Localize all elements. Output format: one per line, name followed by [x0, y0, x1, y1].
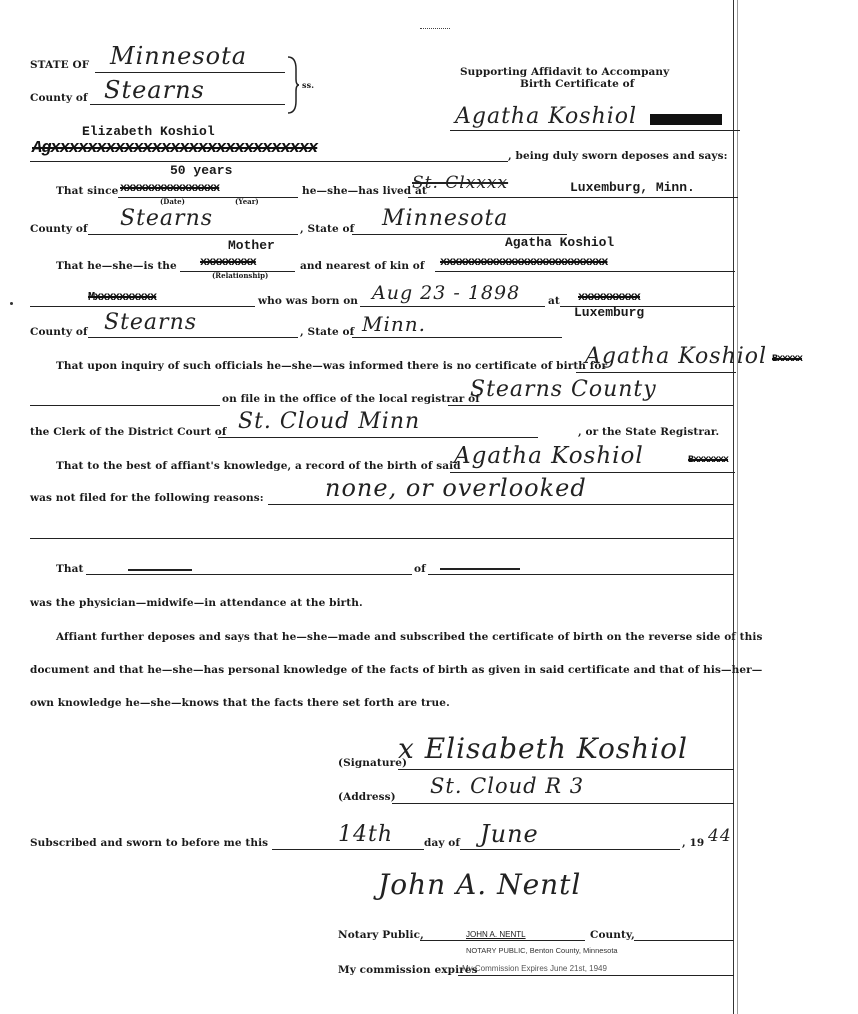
physician-statement: was the physician—midwife—in attendance at the birth. — [30, 597, 363, 609]
signature-value: x Elisabeth Koshiol — [398, 732, 688, 765]
day-of-label: day of — [424, 837, 461, 849]
lived-at-line — [408, 197, 738, 198]
date-label: (Date) — [160, 197, 185, 206]
notary-county-label: County, — [590, 929, 635, 941]
knowledge-line-2: was not filed for the following reasons: — [30, 492, 264, 504]
registrar-blank-line — [30, 405, 220, 406]
address-line — [392, 803, 734, 804]
notary-county-line — [634, 940, 734, 941]
notary-line — [420, 940, 585, 941]
rel-county-value: Stearns — [104, 310, 198, 335]
record-line — [450, 472, 735, 473]
sworn-day-line — [272, 849, 424, 850]
relationship-typed: Mother — [228, 238, 275, 253]
subject-name: Agatha Koshiol — [455, 104, 638, 129]
sworn-month-line — [460, 849, 680, 850]
reason-line — [268, 504, 734, 505]
knowledge-line-1: That to the best of affiant's knowledge, a record of the birth of said — [56, 460, 461, 472]
scan-speck — [420, 28, 450, 30]
title-line-1: Supporting Affidavit to Accompany — [460, 66, 670, 78]
clerk-value: St. Cloud Minn — [238, 409, 421, 434]
residence-place: Luxemburg, Minn. — [570, 180, 695, 195]
registrar-value: Stearns County — [470, 377, 657, 402]
notary-signature: John A. Nentl — [378, 868, 582, 901]
at-label: at — [548, 295, 560, 307]
affiant-line — [30, 161, 508, 162]
state-value: Minnesota — [110, 42, 248, 70]
further-line-3: own knowledge he—she—knows that the facts there set forth are true. — [30, 697, 450, 709]
registrar-line — [448, 405, 733, 406]
year-prefix: , 19 — [682, 837, 705, 849]
rel-state-line — [352, 337, 562, 338]
physician-that-label: That — [56, 563, 84, 575]
inquiry-crossed-name: Bxxxxx — [772, 354, 803, 365]
birth-place: Luxemburg — [574, 305, 645, 320]
commission-label: My commission expires — [338, 964, 478, 976]
sworn-month: June — [480, 820, 539, 848]
ss-label: ss. — [302, 80, 315, 90]
relationship-crossed: xxxxxxxxx — [200, 255, 256, 269]
kin-crossed: xxxxxxxxxxxxxxxxxxxxxxxxxxx — [440, 255, 608, 269]
address-value: St. Cloud R 3 — [430, 774, 585, 798]
kin-typed: Agatha Koshiol — [505, 235, 615, 250]
inquiry-line — [576, 372, 736, 373]
sworn-text: , being duly sworn deposes and says: — [508, 150, 728, 162]
state-line — [95, 72, 285, 73]
subject-redaction — [650, 114, 722, 125]
lived-at-label: he—she—has lived at — [302, 185, 427, 197]
res-county-value: Stearns — [120, 206, 214, 231]
kin-line — [435, 271, 735, 272]
physician-line — [86, 574, 412, 575]
county-label: County of — [30, 92, 88, 104]
scan-speck-2 — [10, 302, 13, 305]
birth-date: Aug 23 - 1898 — [372, 282, 521, 304]
ss-brace — [286, 55, 300, 115]
residence-duration: 50 years — [170, 163, 233, 178]
notary-public-label: Notary Public, — [338, 929, 424, 941]
subject-line — [450, 130, 740, 131]
clerk-line — [218, 437, 538, 438]
county-value: Stearns — [104, 76, 205, 104]
born-label: who was born on — [258, 295, 359, 307]
inquiry-line-3-start: the Clerk of the District Court of — [30, 426, 227, 438]
inquiry-line-1: That upon inquiry of such officials he—she—was informed there is no certificate of birth for — [56, 360, 608, 372]
physician-of-line — [428, 574, 734, 575]
state-label: STATE OF — [30, 59, 90, 71]
page-right-edge-2 — [737, 0, 738, 1014]
inquiry-line-2: on file in the office of the local registrar of — [222, 393, 480, 405]
relationship-label: (Relationship) — [212, 271, 269, 280]
res-state-label: , State of — [300, 223, 355, 235]
notary-name: JOHN A. NENTL — [466, 930, 526, 939]
residence-crossed-place: St. Clxxxx — [412, 173, 509, 193]
that-since-label: That since — [56, 185, 119, 197]
address-label: (Address) — [338, 791, 396, 803]
signature-line — [398, 769, 734, 770]
notary-stamp: NOTARY PUBLIC, Benton County, Minnesota — [466, 946, 618, 955]
affiant-name-crossed: Agxxxxxxxxxxxxxxxxxxxxxxxxxxxxx — [32, 139, 318, 158]
kin-crossed-2: Mxxxxxxxxxx — [88, 290, 157, 304]
affiant-name-typed: Elizabeth Koshiol — [82, 124, 215, 139]
year-label: (Year) — [235, 197, 259, 206]
res-state-value: Minnesota — [382, 206, 509, 231]
physician-dash — [128, 569, 192, 571]
sworn-day: 14th — [338, 822, 394, 847]
rel-state-value: Minn. — [362, 312, 426, 336]
rel-county-line — [88, 337, 298, 338]
further-line-1: Affiant further deposes and says that he—she—made and subscribed the certificate of birth on the reverse side of this — [56, 631, 763, 643]
record-crossed-name: Bxxxxxxx — [688, 455, 729, 466]
record-name: Agatha Koshiol — [454, 443, 644, 469]
commission-value: My Commission Expires June 21st, 1949 — [462, 964, 607, 973]
physician-of-dash — [440, 568, 520, 570]
inquiry-name: Agatha Koshiol — [585, 344, 768, 369]
born-line — [360, 306, 545, 307]
page-right-edge — [733, 0, 734, 1014]
kin-line-2 — [30, 306, 255, 307]
rel-county-label: County of — [30, 326, 88, 338]
sworn-label: Subscribed and sworn to before me this — [30, 837, 269, 849]
title-line-2: Birth Certificate of — [520, 78, 635, 90]
res-county-label: County of — [30, 223, 88, 235]
res-county-line — [88, 234, 298, 235]
residence-crossed-date: xxxxxxxxxxxxxxxx — [120, 181, 220, 195]
since-line — [118, 197, 298, 198]
inquiry-line-3-end: , or the State Registrar. — [578, 426, 720, 438]
commission-line — [458, 975, 734, 976]
birth-place-crossed: xxxxxxxxxx — [578, 290, 641, 304]
rel-state-label: , State of — [300, 326, 355, 338]
that-is-the-label: That he—she—is the — [56, 260, 177, 272]
signature-label: (Signature) — [338, 757, 408, 769]
physician-of-label: of — [414, 563, 426, 575]
county-line — [90, 104, 285, 105]
nearest-kin-label: and nearest of kin of — [300, 260, 425, 272]
sworn-year: 44 — [708, 826, 732, 846]
further-line-2: document and that he—she—has personal knowledge of the facts of birth as given in said certificate and that of his—her— — [30, 664, 763, 676]
reason-line-2 — [30, 538, 734, 539]
reason-value: none, or overlooked — [325, 474, 587, 502]
